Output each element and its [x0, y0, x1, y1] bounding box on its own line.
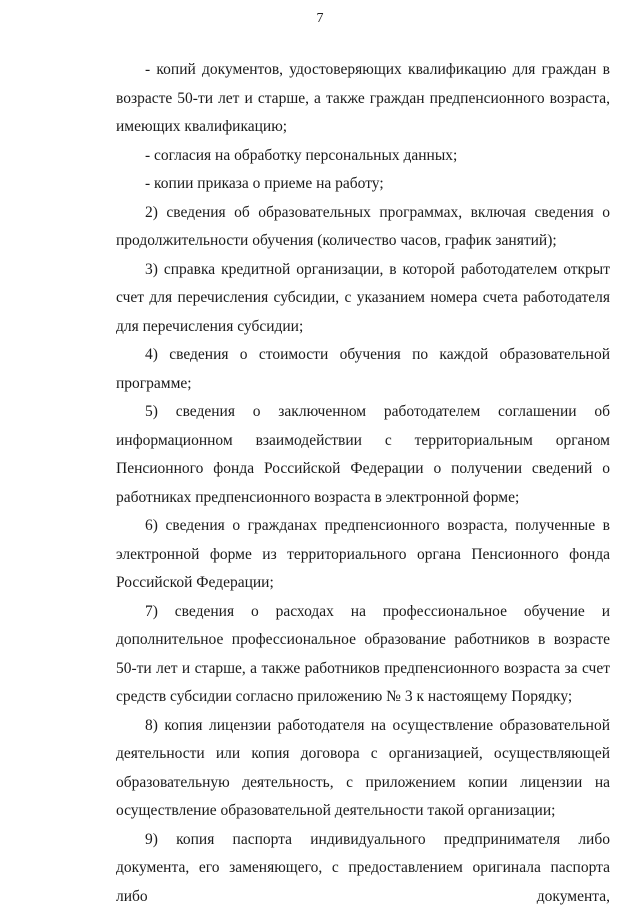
paragraph-item-3: 3) справка кредитной организации, в которой работодателем открыт счет для перечисления субсидии, с указанием номера счета работодателя для перечисления субсидии; [116, 256, 610, 342]
paragraph-item-8: 8) копия лицензии работодателя на осуществление образовательной деятельности или копия договора с организацией, осуществляющей образовательную деятельность, с приложением копии лицензии на осуществление образовательной деятельности такой организации; [116, 712, 610, 826]
paragraph-item-5: 5) сведения о заключенном работодателем соглашении об информационном взаимодействии с территориальным органом Пенсионного фонда Российской Федерации о получении сведений о работниках предпенсионного возраста в электронной форме; [116, 398, 610, 512]
paragraph-item-9: 9) копия паспорта индивидуального предпринимателя либо документа, его заменяющего, с предоставлением оригинала паспорта либо документа, [116, 826, 610, 911]
paragraph-personal-data-consent: - согласия на обработку персональных данных; [116, 142, 610, 171]
paragraph-qualification-copies: - копий документов, удостоверяющих квалификацию для граждан в возрасте 50-ти лет и старше, а также граждан предпенсионного возраста, имеющих квалификацию; [116, 56, 610, 142]
page-number: 7 [0, 11, 640, 27]
paragraph-hiring-order-copies: - копии приказа о приеме на работу; [116, 170, 610, 199]
paragraph-item-6: 6) сведения о гражданах предпенсионного возраста, полученные в электронной форме из территориального органа Пенсионного фонда Российской Федерации; [116, 512, 610, 598]
paragraph-item-2: 2) сведения об образовательных программах, включая сведения о продолжительности обучения (количество часов, график занятий); [116, 199, 610, 256]
paragraph-item-4: 4) сведения о стоимости обучения по каждой образовательной программе; [116, 341, 610, 398]
document-body [116, 56, 610, 911]
paragraph-item-7: 7) сведения о расходах на профессиональное обучение и дополнительное профессиональное образование работников в возрасте 50-ти лет и старше, а также работников предпенсионного возраста за счет средств субсидии согласно приложению № 3 к настоящему Порядку; [116, 598, 610, 712]
